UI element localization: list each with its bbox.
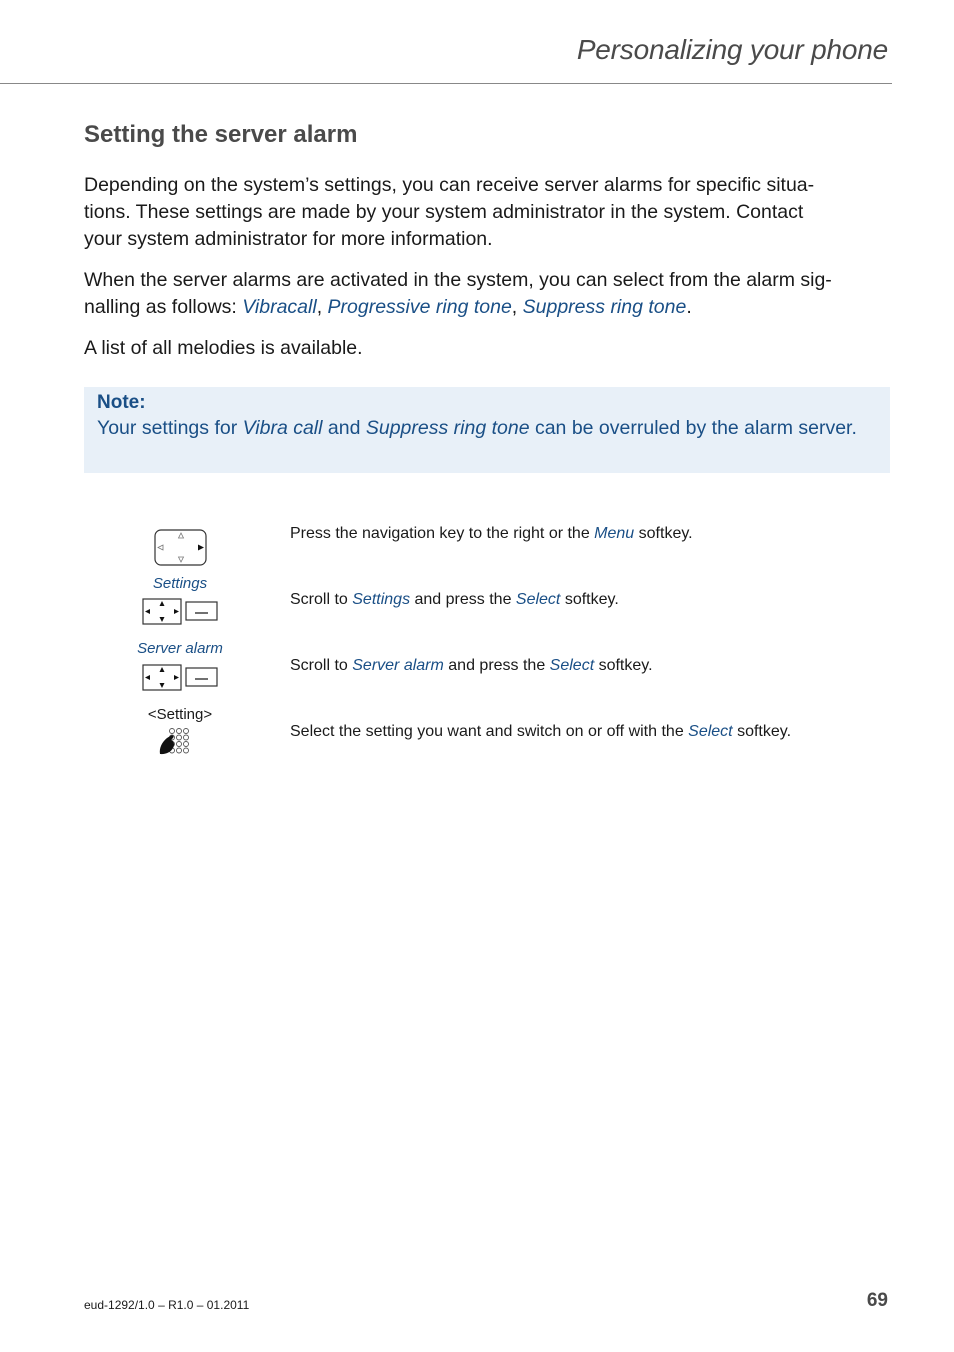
step-3-term-select: Select <box>549 657 595 674</box>
melodies-paragraph: A list of all melodies is available. <box>84 337 363 359</box>
options-line-1: When the server alarms are activated in the system, you can select from the alarm sig- <box>84 269 832 291</box>
step-3-pre: Scroll to <box>290 657 353 674</box>
page-header-title: Personalizing your phone <box>576 34 888 65</box>
step-3-term-server-alarm: Server alarm <box>352 657 444 674</box>
note-term-vibra-call: Vibra call <box>242 417 323 439</box>
step-2-term-settings: Settings <box>352 591 411 608</box>
note-label: Note: <box>97 392 146 413</box>
step-2-pre: Scroll to <box>290 591 353 608</box>
intro-line-1: Depending on the system’s settings, you can receive server alarms for specific situa- <box>84 174 815 196</box>
step-2-term-select: Select <box>515 591 561 608</box>
step-4-pre: Select the setting you want and switch on or off with the <box>290 723 689 740</box>
intro-paragraph <box>84 172 894 253</box>
step-3-post: softkey. <box>594 657 653 674</box>
option-vibracall: Vibracall <box>242 296 317 318</box>
note-text-2: and <box>322 417 366 439</box>
page-number: 69 <box>866 1290 888 1311</box>
header-rule <box>0 83 892 84</box>
step-4-term-select: Select <box>688 723 733 740</box>
options-sep-2: , <box>511 296 523 318</box>
note-term-suppress-ring-tone: Suppress ring tone <box>365 417 530 439</box>
options-sep-1: , <box>316 296 328 318</box>
intro-line-3: your system administrator for more information. <box>84 228 493 250</box>
options-end: . <box>686 296 692 318</box>
step-4-icon-label: <Setting> <box>147 706 213 723</box>
step-4-post: softkey. <box>732 723 792 740</box>
scroll-keys-softkey-icon <box>142 664 220 692</box>
step-1-text <box>290 525 693 543</box>
note-text-1: Your settings for <box>97 417 243 439</box>
footer-document-id: eud-1292/1.0 – R1.0 – 01.2011 <box>84 1298 250 1312</box>
keypad-finger-icon <box>158 727 194 755</box>
scroll-keys-softkey-icon <box>142 598 220 626</box>
step-1-post: softkey. <box>634 525 693 542</box>
note-text <box>97 416 877 441</box>
intro-line-2: tions. These settings are made by your system administrator in the system. Contact <box>84 201 804 223</box>
step-3-icon-label: Server alarm <box>137 640 223 657</box>
step-1-pre: Press the navigation key to the right or the <box>290 525 595 542</box>
options-paragraph <box>84 267 894 321</box>
navigation-key-right-icon <box>154 529 208 567</box>
step-3-text <box>290 657 653 675</box>
step-1-term-menu: Menu <box>594 525 635 542</box>
section-title: Setting the server alarm <box>84 121 358 148</box>
step-3-mid: and press the <box>443 657 550 674</box>
note-box <box>84 387 890 473</box>
step-2-icon-label: Settings <box>152 575 208 592</box>
option-suppress-ring-tone: Suppress ring tone <box>522 296 687 318</box>
options-line-2-prefix: nalling as follows: <box>84 296 243 318</box>
step-2-mid: and press the <box>410 591 516 608</box>
note-text-3: can be overruled by the alarm server. <box>529 417 857 439</box>
step-4-text <box>290 723 791 741</box>
step-2-text <box>290 591 619 609</box>
step-2-post: softkey. <box>560 591 619 608</box>
option-progressive-ring-tone: Progressive ring tone <box>327 296 512 318</box>
